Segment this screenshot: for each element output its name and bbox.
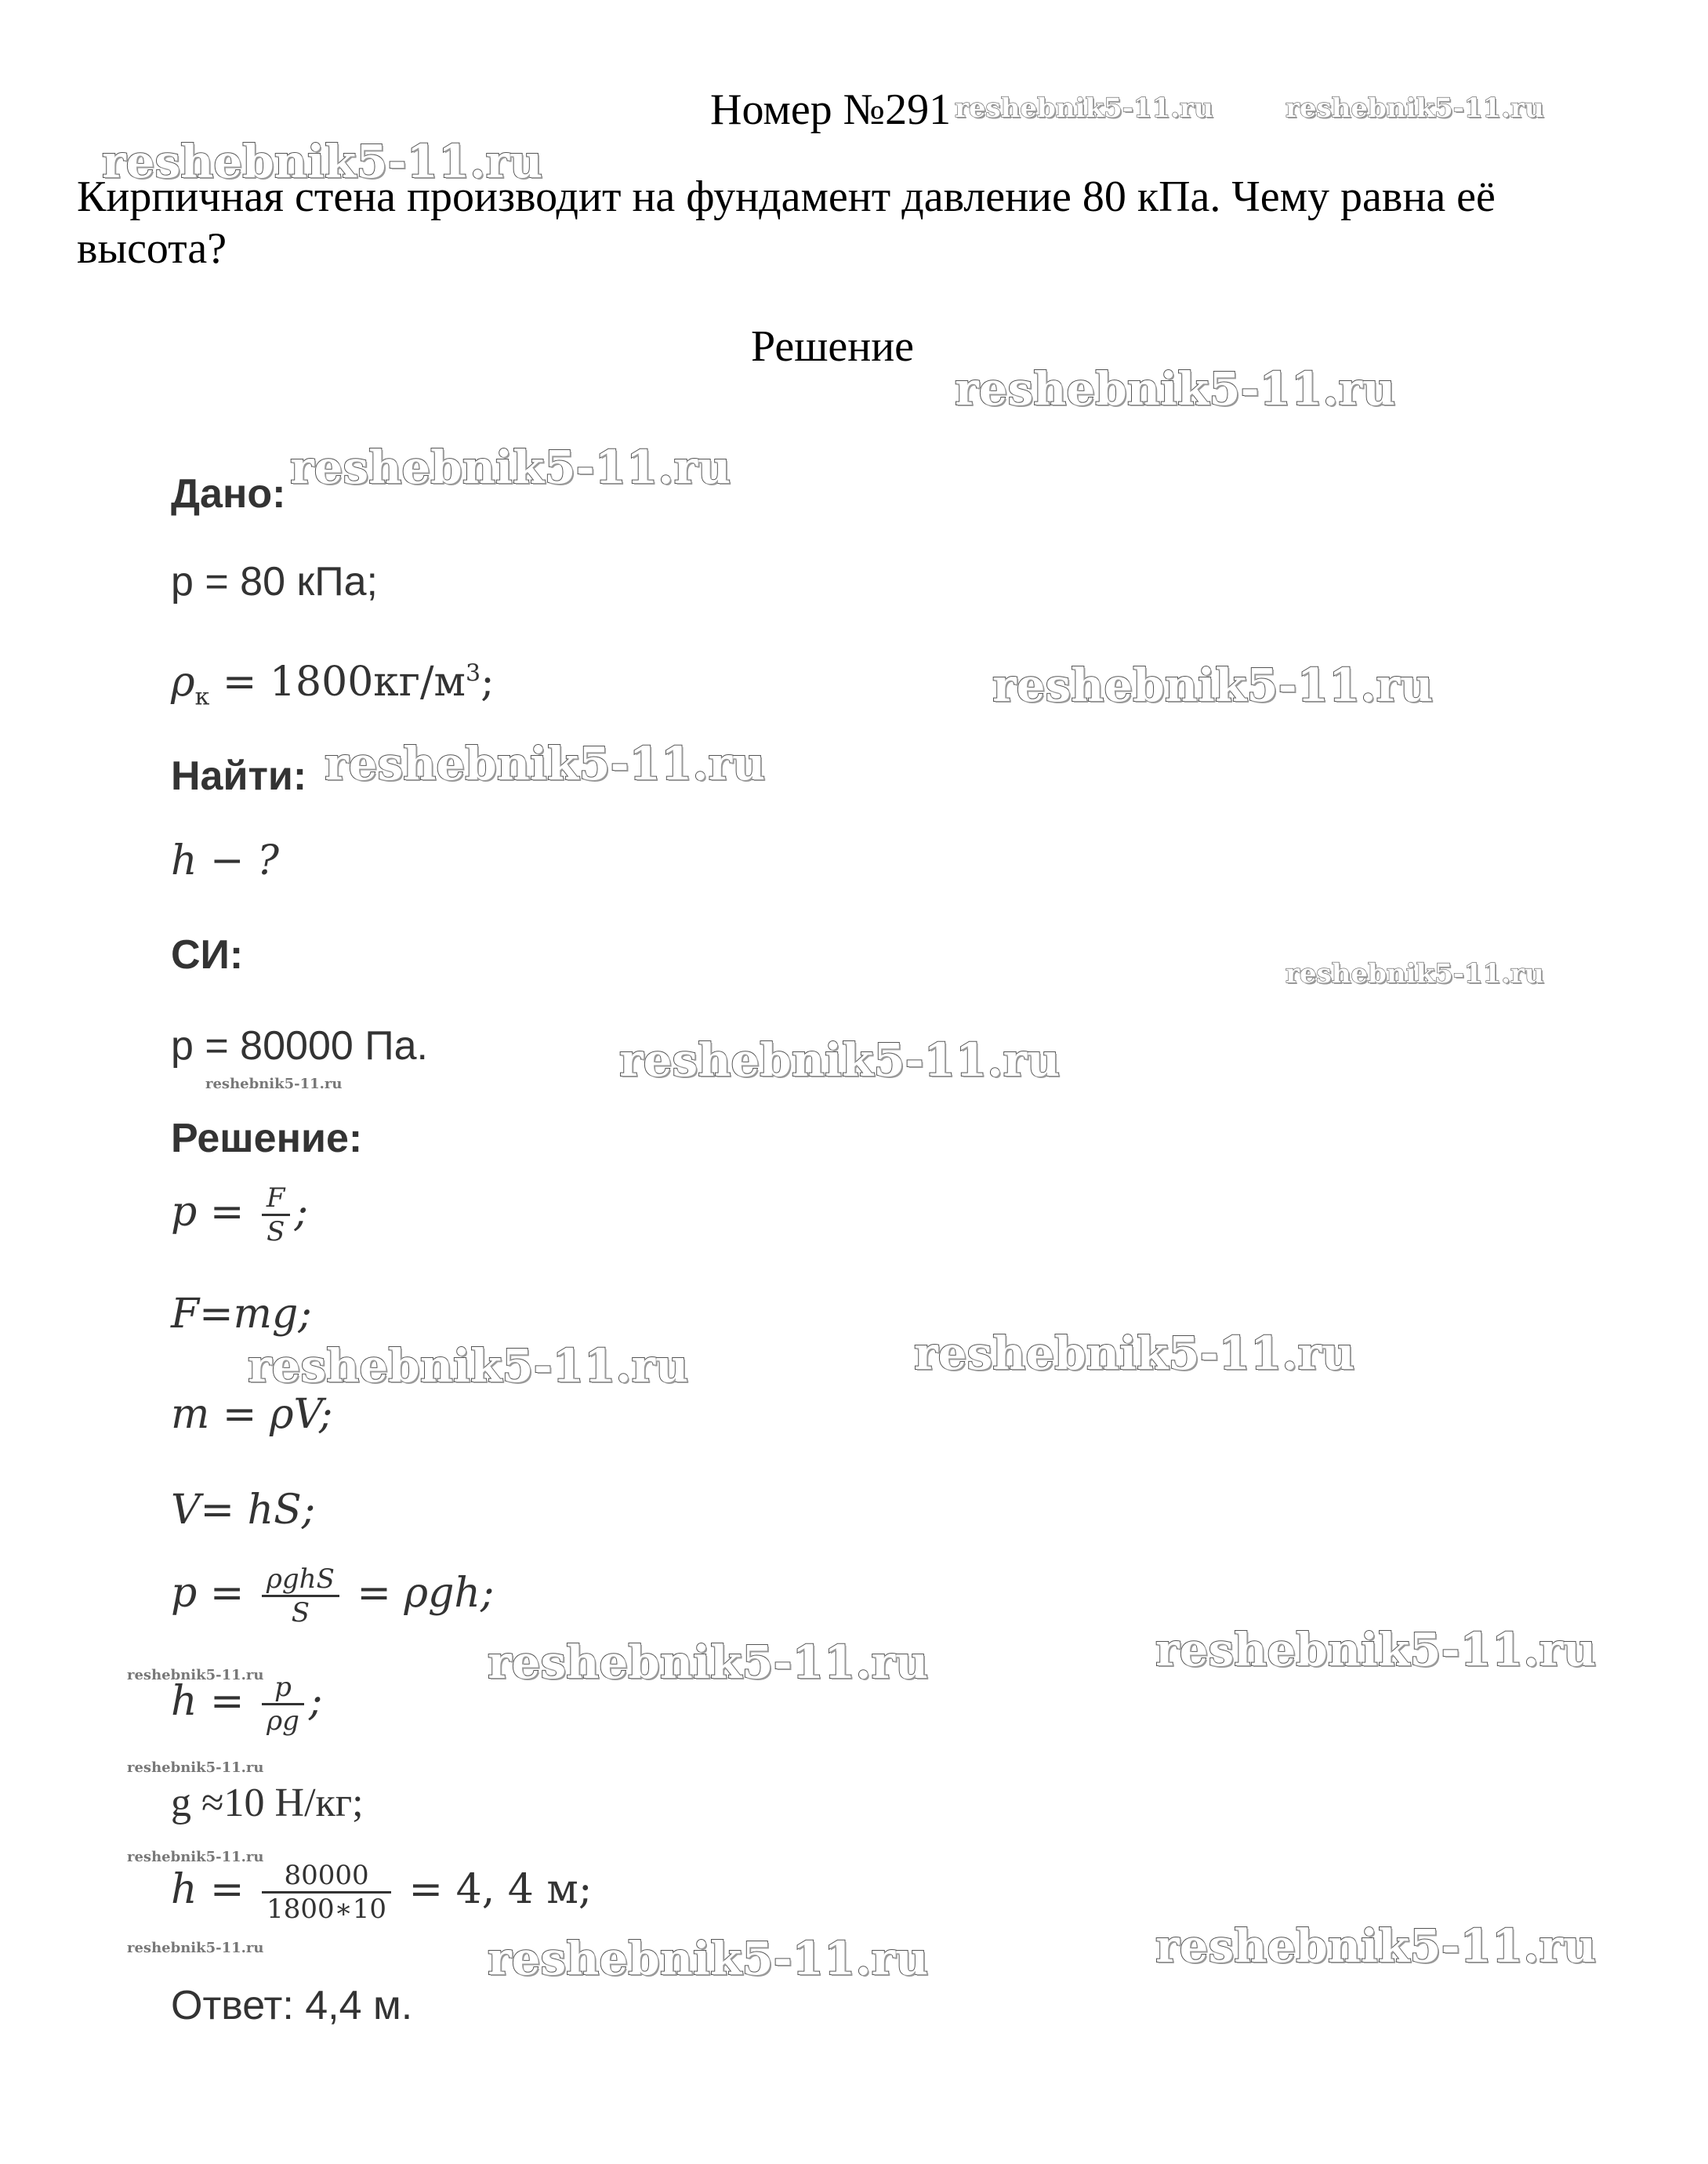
formula-volume: V= hS; (171, 1487, 316, 1534)
given-label: Дано: (171, 471, 286, 517)
page-title: Номер №291 (710, 85, 952, 134)
watermark: reshebnik5-11.ru (1155, 1623, 1597, 1676)
find-label: Найти: (171, 753, 307, 799)
watermark: reshebnik5-11.ru (955, 93, 1213, 124)
watermark: reshebnik5-11.ru (290, 441, 731, 494)
watermark: reshebnik5-11.ru (127, 1667, 264, 1683)
find-h: h − ? (171, 837, 279, 884)
watermark: reshebnik5-11.ru (127, 1849, 264, 1865)
watermark: reshebnik5-11.ru (619, 1033, 1061, 1087)
watermark: reshebnik5-11.ru (955, 362, 1396, 416)
answer: Ответ: 4,4 м. (171, 1983, 413, 2028)
watermark: reshebnik5-11.ru (1155, 1919, 1597, 1973)
watermark: reshebnik5-11.ru (127, 1759, 264, 1776)
given-pressure: p = 80 кПа; (171, 559, 378, 605)
problem-text: Кирпичная стена производит на фундамент давление 80 кПа. Чему равна её высота? (77, 172, 1496, 273)
solution-label: Решение: (171, 1116, 363, 1161)
watermark: reshebnik5-11.ru (205, 1076, 343, 1092)
si-pressure: p = 80000 Па. (171, 1023, 428, 1069)
watermark: reshebnik5-11.ru (102, 135, 543, 188)
watermark: reshebnik5-11.ru (488, 1932, 929, 1985)
watermark: reshebnik5-11.ru (127, 1940, 264, 1956)
given-density: $\rho_к = 1800кг/м^3$; (171, 659, 495, 711)
formula-mass: m = ρV; (171, 1391, 333, 1438)
watermark: reshebnik5-11.ru (1286, 93, 1544, 124)
solution-heading: Решение (751, 322, 915, 371)
formula-force: F=mg; (171, 1291, 312, 1338)
watermark: reshebnik5-11.ru (992, 659, 1434, 712)
watermark: reshebnik5-11.ru (1286, 958, 1544, 989)
formula-pressure: p = $\frac{F}{S}$ ; (171, 1182, 309, 1247)
watermark: reshebnik5-11.ru (325, 737, 766, 790)
watermark: reshebnik5-11.ru (488, 1636, 929, 1689)
formula-height: h = $\frac{p}{\rho g}$ ; (171, 1672, 323, 1737)
si-label: СИ: (171, 932, 244, 978)
formula-pressure-expanded: p = $\frac{\text{ρghS}}{S}$ = ρgh; (171, 1563, 495, 1628)
watermark: reshebnik5-11.ru (248, 1339, 689, 1392)
watermark: reshebnik5-11.ru (914, 1327, 1355, 1380)
formula-gravity: g ≈10 Н/кг; (171, 1781, 364, 1825)
formula-height-value: h = $\frac{80000}{1800∗10}$ = 4, 4 м; (171, 1860, 593, 1925)
